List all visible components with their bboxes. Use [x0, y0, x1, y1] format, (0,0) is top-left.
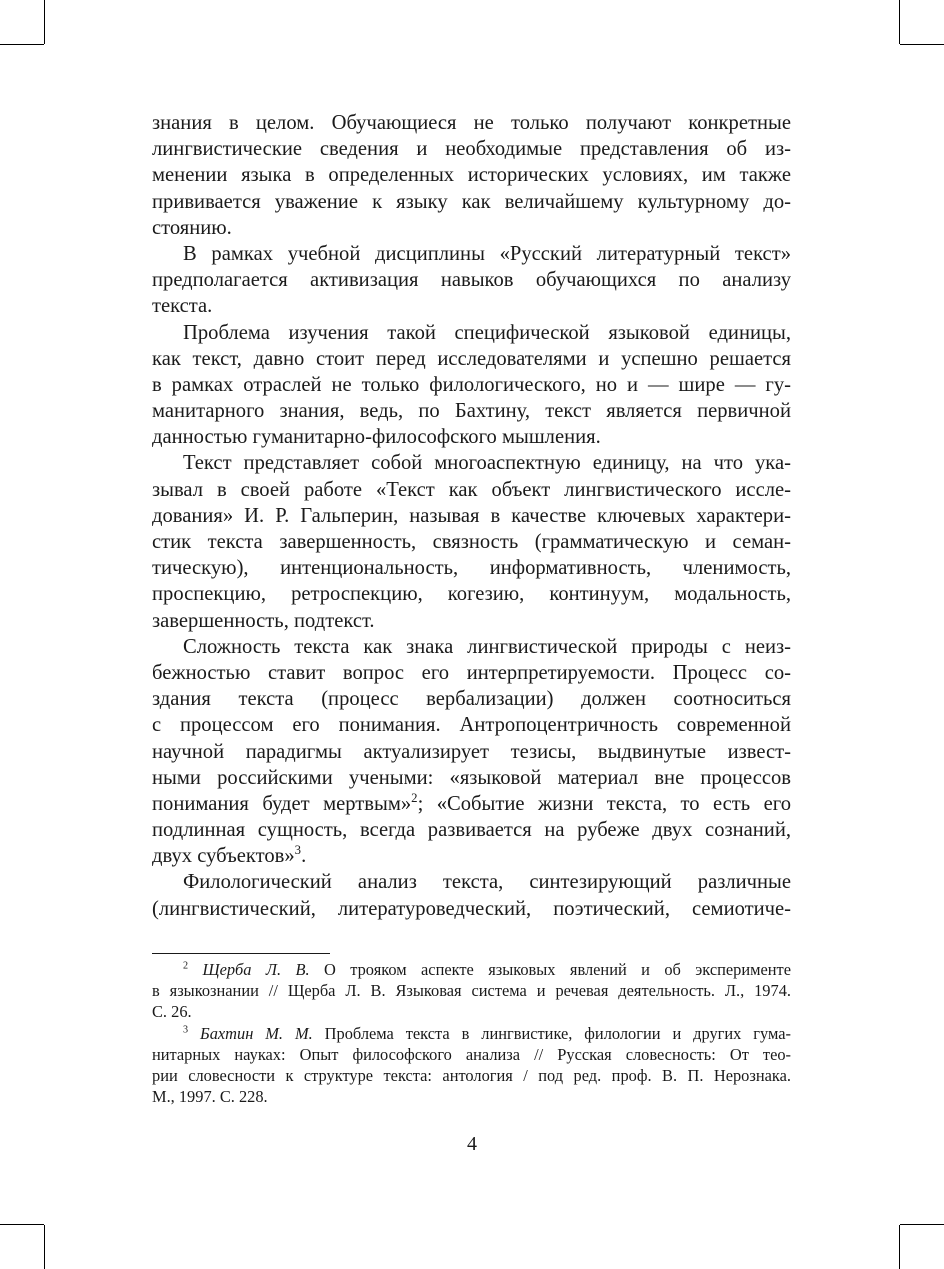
crop-mark-bottom-right-h: [900, 1224, 944, 1225]
text-line: В рамках учебной дисциплины «Русский литературный текст»: [183, 242, 791, 265]
crop-mark-top-right: [899, 0, 900, 44]
text-line: двух субъектов»$^3$.: [152, 843, 307, 868]
text-line: тическую), интенциональность, информативность, членимость,: [152, 557, 791, 580]
text-line: Проблема изучения такой специфической языковой единицы,: [183, 321, 791, 344]
footnote-number: 3: [183, 1024, 189, 1036]
text-line: с процессом его понимания. Антропоцентричность современной: [152, 714, 791, 737]
crop-mark-bottom-left: [44, 1225, 45, 1269]
crop-mark-top-left-h: [0, 44, 44, 45]
text-line: (лингвистический, литературоведческий, поэтический, семиотиче-: [152, 897, 791, 920]
footnote-separator: [152, 953, 330, 954]
text-line: данностью гуманитарно-философского мышления.: [152, 426, 601, 449]
footnotes: [152, 959, 791, 1107]
footnote-line: в языкознании // Щерба Л. В. Языковая система и речевая деятельность. Л., 1974.: [152, 981, 791, 1001]
crop-mark-bottom-left-h: [0, 1224, 44, 1225]
crop-mark-top-left: [44, 0, 45, 44]
text-line: здания текста (процесс вербализации) должен соотноситься: [152, 688, 791, 711]
text-line: стоянию.: [152, 216, 232, 239]
main-text: [152, 110, 791, 922]
footnote-line: $^3$ Бахтин М. М. Проблема текста в лингвистике, филологии и других гума-: [183, 1023, 791, 1043]
crop-mark-bottom-right: [899, 1225, 900, 1269]
text-line: в рамках отраслей не только филологического, но и — шире — гу-: [152, 373, 791, 396]
text-line: научной парадигмы актуализирует тезисы, выдвинутые извест-: [152, 740, 791, 763]
text-line: стик текста завершенность, связность (грамматическую и семан-: [152, 531, 791, 553]
text-line: проспекцию, ретроспекцию, когезию, континуум, модальность,: [152, 583, 791, 606]
text-line: текста.: [152, 295, 213, 318]
text-line: ными российскими учеными: «языковой материал вне процессов: [152, 766, 791, 789]
text-line: менении языка в определенных исторических условиях, им также: [152, 164, 791, 187]
text-line: лингвистические сведения и необходимые представления об из-: [152, 138, 791, 161]
page-number: 4: [467, 1133, 477, 1155]
footnote-author: Щерба Л. В.: [202, 960, 310, 979]
text-line: знания в целом. Обучающиеся не только получают конкретные: [152, 112, 791, 134]
text-line: зывал в своей работе «Текст как объект лингвистического иссле-: [152, 478, 791, 501]
text-line: дования» И. Р. Гальперин, называя в качестве ключевых характери-: [152, 504, 791, 527]
text-line: завершенность, подтекст.: [152, 609, 375, 632]
footnote-line: М., 1997. С. 228.: [152, 1087, 268, 1107]
footnote-number: 2: [183, 960, 189, 972]
footnote-line: нитарных науках: Опыт философского анализа // Русская словесность: От тео-: [152, 1044, 791, 1064]
text-line: прививается уважение к языку как величайшему культурному до-: [152, 190, 791, 213]
text-line: манитарного знания, ведь, по Бахтину, текст является первичной: [152, 400, 791, 423]
footnote-line: С. 26.: [152, 1002, 192, 1022]
text-line: Текст представляет собой многоаспектную единицу, на что ука-: [183, 452, 791, 475]
text-line: предполагается активизация навыков обучающихся по анализу: [152, 269, 791, 292]
crop-mark-top-right-h: [900, 44, 944, 45]
footnote-author: Бахтин М. М.: [200, 1023, 313, 1043]
text-line: подлинная сущность, всегда развивается на рубеже двух сознаний,: [152, 819, 791, 842]
text-line: понимания будет мертвым»$^2$; «Событие жизни текста, то есть его: [152, 791, 791, 815]
footnote-line: рии словесности к структуре текста: антология / под ред. проф. В. П. Нерознака.: [152, 1065, 791, 1085]
footnote-ref-3[interactable]: 3: [294, 843, 302, 858]
text-line: Филологический анализ текста, синтезирующий различные: [183, 871, 791, 894]
footnote-ref-2[interactable]: 2: [411, 791, 418, 806]
footnote-line: $^2$ Щерба Л. В. О трояком аспекте языковых явлений и об эксперименте: [183, 960, 791, 979]
text-line: как текст, давно стоит перед исследователями и успешно решается: [152, 347, 791, 370]
text-line: Сложность текста как знака лингвистической природы с неиз-: [183, 635, 791, 658]
text-line: бежностью ставит вопрос его интерпретируемости. Процесс со-: [152, 661, 791, 684]
